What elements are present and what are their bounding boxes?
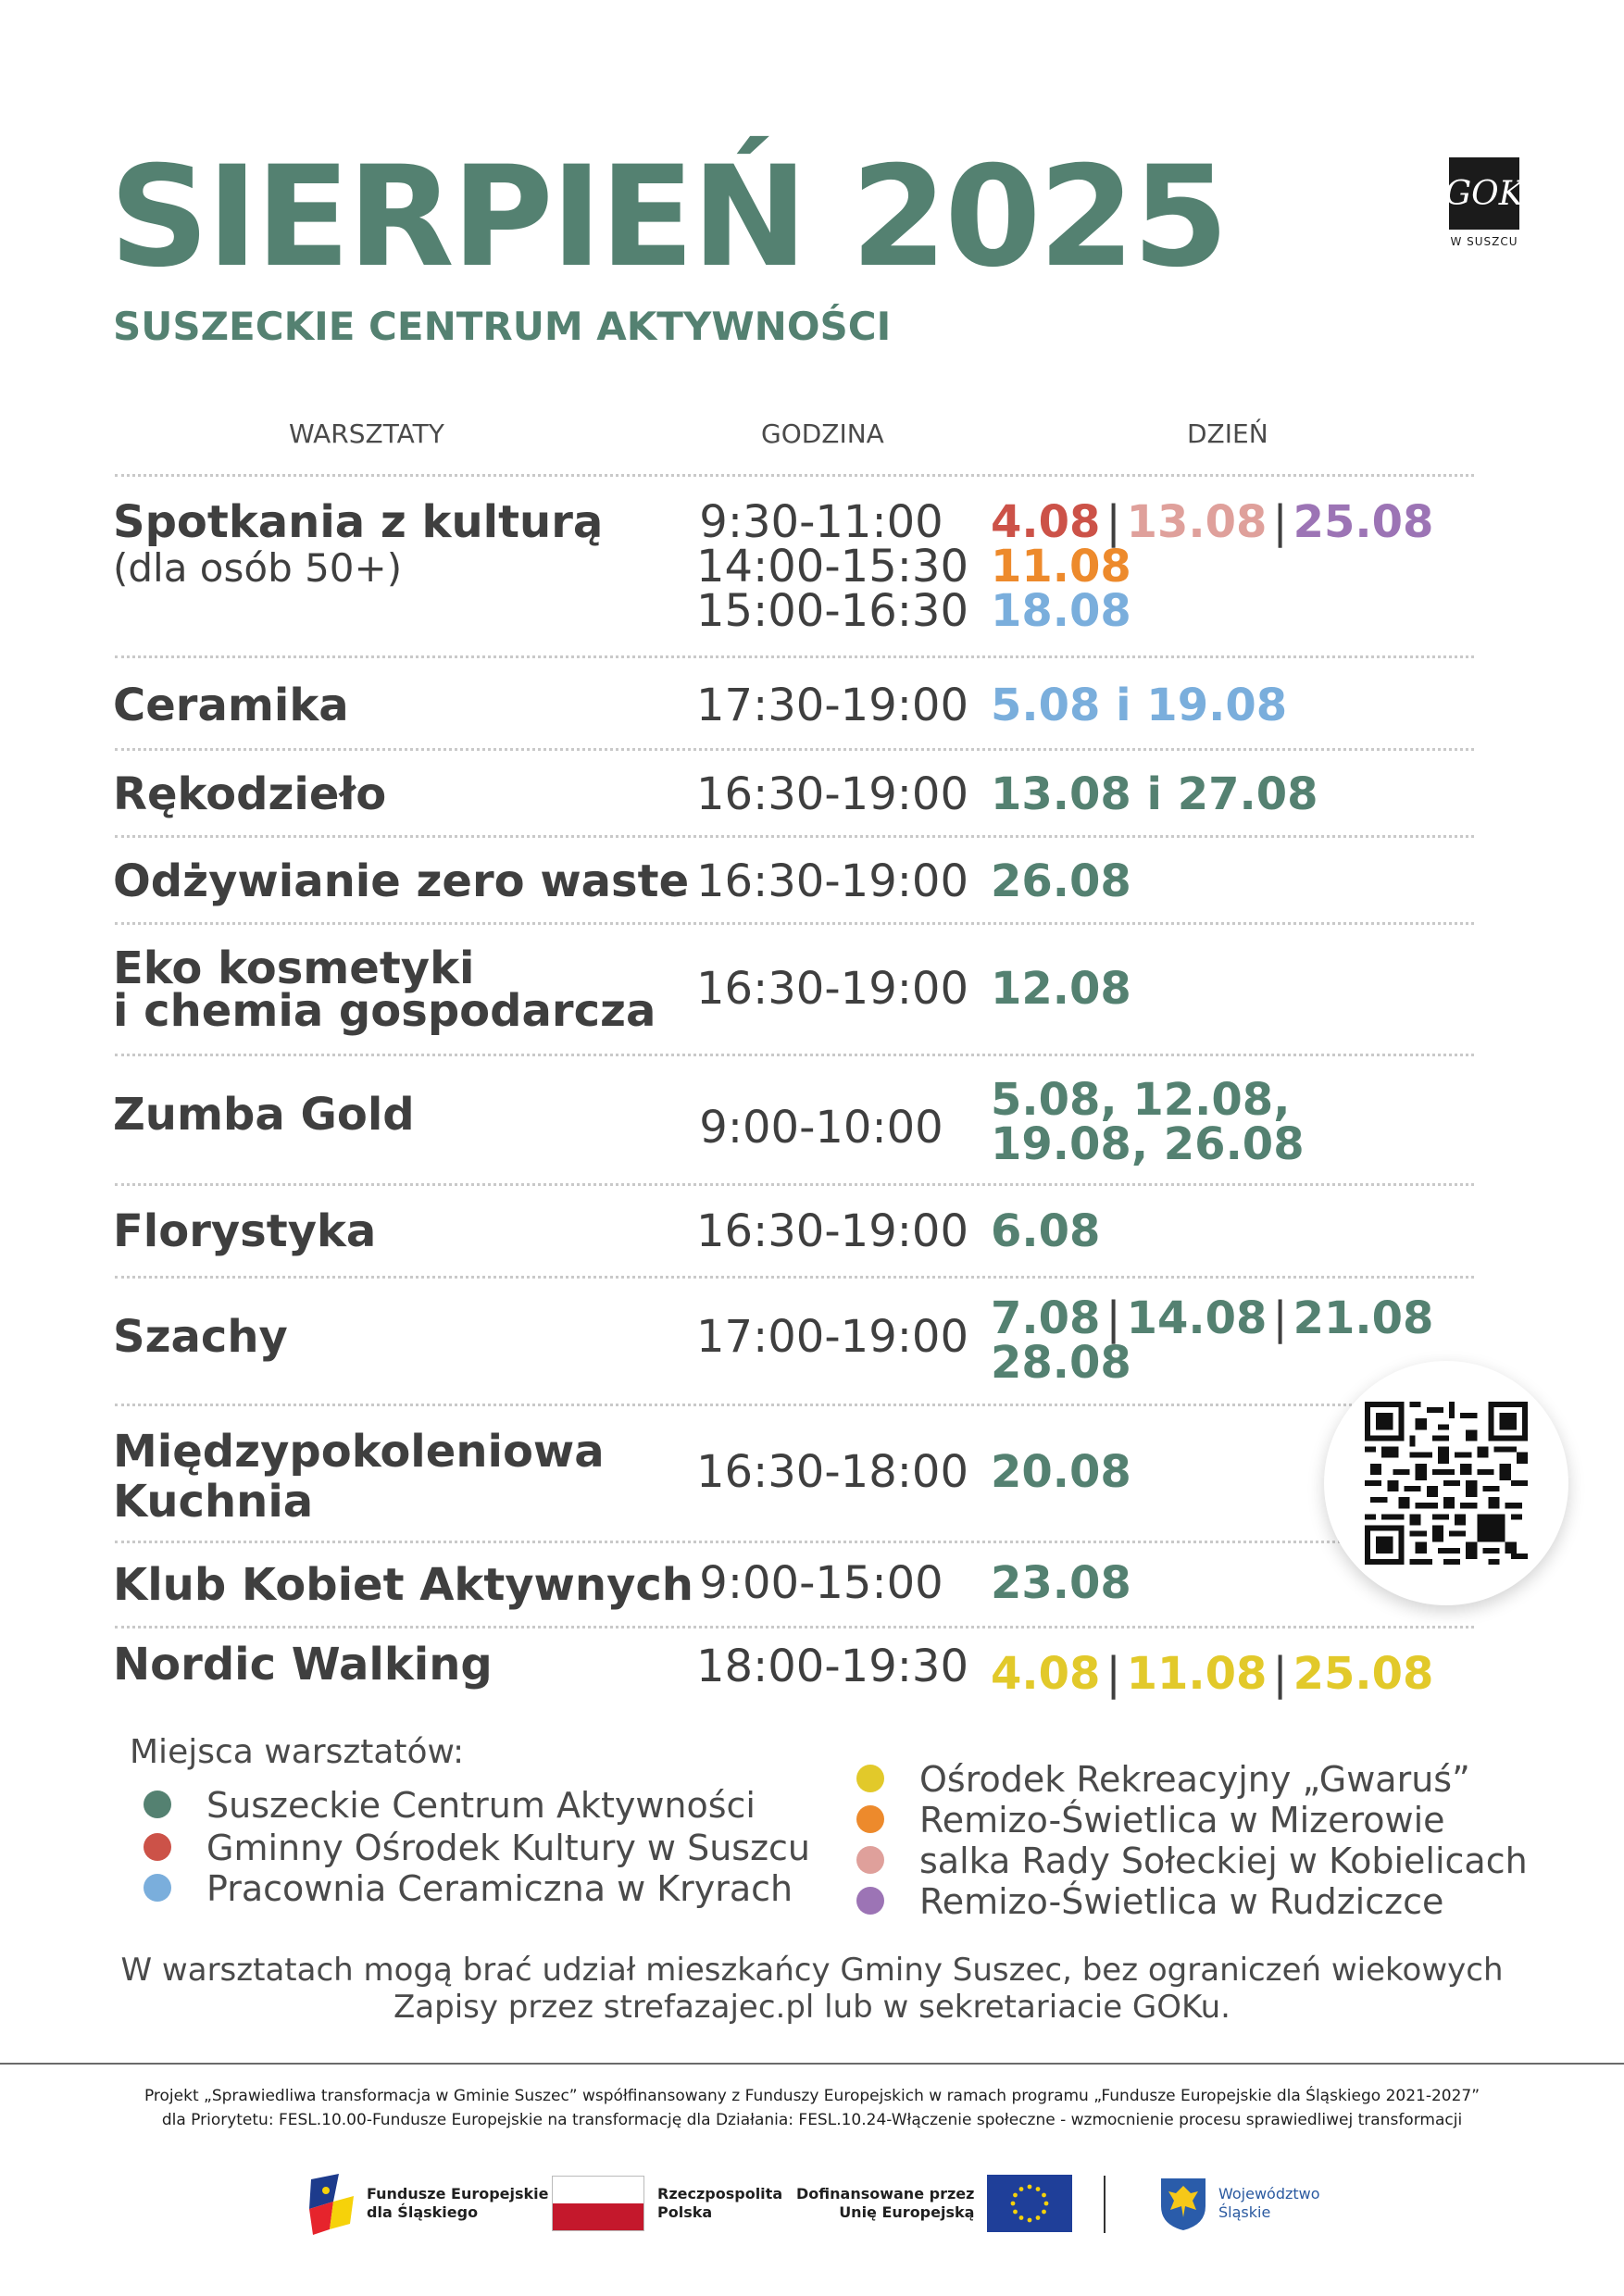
row-divider	[115, 655, 1474, 658]
row-divider	[115, 1541, 1474, 1543]
row-divider	[115, 1404, 1474, 1406]
workshop-time: 9:00-15:00	[699, 1557, 943, 1609]
legend-label: Pracownia Ceramiczna w Kryrach	[206, 1868, 793, 1909]
day-separator: |	[1106, 1292, 1121, 1344]
legend-item	[856, 1841, 1528, 1881]
workshop-time: 16:30-18:00	[696, 1446, 968, 1498]
footer-project-text: Projekt „Sprawiedliwa transformacja w Gminie Suszec” współfinansowany z Funduszy Europejskich w ramach programu „Fundusze Europejskie dla Śląskiego 2021-2027”	[144, 2087, 1480, 2105]
legend-item	[144, 1785, 756, 1826]
day-date: 21.08	[1293, 1292, 1434, 1344]
location-dot-icon	[144, 1874, 171, 1902]
rp-logo	[552, 2166, 782, 2240]
gok-logo-subtitle: W SUSZCU	[1450, 235, 1518, 248]
logo-caption: Śląskie	[1218, 2203, 1271, 2221]
coat-of-arms-icon	[1157, 2175, 1209, 2232]
location-dot-icon	[856, 1805, 884, 1833]
workshop-time: 14:00-15:30	[696, 541, 968, 593]
legend-item	[144, 1828, 810, 1868]
workshop-time: 16:30-19:00	[696, 1205, 968, 1257]
workshop-time: 16:30-19:00	[696, 768, 968, 820]
column-header-day: DZIEŃ	[1187, 418, 1268, 449]
workshop-days	[991, 1648, 1434, 1700]
participation-note: W warsztatach mogą brać udział mieszkańcy Gminy Suszec, bez ograniczeń wiekowych	[120, 1952, 1504, 1989]
workshop-days: 26.08	[991, 855, 1131, 907]
logo-caption: Rzeczpospolita	[657, 2185, 783, 2202]
legend-item	[856, 1881, 1443, 1922]
fe-slaskie-logo	[306, 2166, 549, 2240]
workshop-days: 19.08, 26.08	[991, 1118, 1305, 1170]
legend-item	[144, 1868, 793, 1909]
row-divider	[115, 1183, 1474, 1186]
workshop-days: 23.08	[991, 1557, 1131, 1609]
row-divider	[115, 1626, 1474, 1628]
day-date: 4.08	[991, 1648, 1101, 1700]
eu-logo	[796, 2166, 1072, 2240]
row-divider	[115, 1276, 1474, 1279]
legend-label: Suszeckie Centrum Aktywności	[206, 1785, 756, 1826]
location-dot-icon	[144, 1791, 171, 1818]
workshop-time: 16:30-19:00	[696, 963, 968, 1015]
workshop-days: 5.08 i 19.08	[991, 680, 1288, 731]
day-date: 25.08	[1293, 1648, 1434, 1700]
page-subtitle: SUSZECKIE CENTRUM AKTYWNOŚCI	[113, 304, 892, 349]
workshop-name: Kuchnia	[113, 1476, 314, 1528]
row-divider	[115, 1054, 1474, 1056]
workshop-note: (dla osób 50+)	[113, 545, 403, 591]
workshop-time: 17:00-19:00	[696, 1311, 968, 1363]
eu-flag-icon	[987, 2175, 1072, 2232]
polish-flag-icon	[552, 2176, 644, 2231]
workshop-days: 6.08	[991, 1205, 1101, 1257]
workshop-days: 20.08	[991, 1446, 1131, 1498]
day-date: 14.08	[1126, 1292, 1268, 1344]
workshop-time: 17:30-19:00	[696, 680, 968, 731]
workshop-name-text: Spotkania z kulturą	[113, 496, 604, 548]
column-header-workshops: WARSZTATY	[289, 418, 444, 449]
legend-title: Miejsca warsztatów:	[130, 1733, 465, 1771]
workshop-name	[113, 496, 604, 591]
workshop-name: Klub Kobiet Aktywnych	[113, 1559, 693, 1611]
workshop-days: 11.08	[991, 541, 1131, 593]
legend-label: salka Rady Sołeckiej w Kobielicach	[919, 1841, 1528, 1881]
qr-code[interactable]	[1324, 1361, 1568, 1605]
workshop-time: 16:30-19:00	[696, 855, 968, 907]
fe-flag-icon	[306, 2170, 357, 2237]
column-header-time: GODZINA	[761, 418, 884, 449]
workshop-name: Rękodzieło	[113, 768, 387, 820]
day-date: 13.08	[1126, 496, 1268, 548]
logo-caption: Polska	[657, 2203, 713, 2221]
gok-logo-mark: GOK	[1449, 157, 1519, 230]
day-separator: |	[1272, 1292, 1288, 1344]
day-date: 11.08	[1126, 1648, 1268, 1700]
workshop-days: 28.08	[991, 1337, 1131, 1389]
day-date: 4.08	[991, 496, 1101, 548]
day-separator: |	[1272, 496, 1288, 548]
workshop-days: 18.08	[991, 585, 1131, 637]
workshop-name: Zumba Gold	[113, 1089, 415, 1141]
location-dot-icon	[856, 1846, 884, 1874]
workshop-days: 12.08	[991, 963, 1131, 1015]
day-date: 25.08	[1293, 496, 1434, 548]
location-dot-icon	[144, 1833, 171, 1861]
qr-code-image	[1365, 1402, 1528, 1565]
day-separator: |	[1272, 1648, 1288, 1700]
workshop-name: i chemia gospodarcza	[113, 985, 656, 1037]
legend-label: Ośrodek Rekreacyjny „Gwaruś”	[919, 1759, 1470, 1800]
footer-divider	[0, 2063, 1624, 2065]
workshop-days	[991, 496, 1434, 548]
workshop-days	[991, 1292, 1434, 1344]
workshop-name: Eko kosmetyki	[113, 942, 475, 994]
workshop-name: Florystyka	[113, 1205, 377, 1257]
row-divider	[115, 835, 1474, 838]
footer-priority-text: dla Priorytetu: FESL.10.00-Fundusze Europejskie na transformację dla Działania: FESL.10.24-Włączenie społeczne - wzmocnienie procesu sprawiedliwej transformacji	[161, 2111, 1463, 2129]
page-title: SIERPIEŃ 2025	[109, 137, 1227, 298]
logo-caption: dla Śląskiego	[367, 2203, 479, 2221]
location-dot-icon	[856, 1765, 884, 1792]
day-separator: |	[1106, 1648, 1121, 1700]
location-dot-icon	[856, 1887, 884, 1915]
row-divider	[115, 474, 1474, 477]
registration-note: Zapisy przez strefazajec.pl lub w sekretariacie GOKu.	[394, 1989, 1230, 2026]
workshop-name: Międzypokoleniowa	[113, 1426, 605, 1478]
logo-caption: Województwo	[1218, 2185, 1320, 2202]
legend-label: Remizo-Świetlica w Mizerowie	[919, 1800, 1445, 1841]
gok-logo	[1446, 157, 1522, 250]
logo-caption: Fundusze Europejskie	[367, 2185, 549, 2202]
workshop-days: 5.08, 12.08,	[991, 1074, 1291, 1126]
legend-label: Remizo-Świetlica w Rudziczce	[919, 1881, 1444, 1922]
workshop-days: 13.08 i 27.08	[991, 768, 1318, 820]
legend-label: Gminny Ośrodek Kultury w Suszcu	[206, 1828, 811, 1868]
day-separator: |	[1106, 496, 1121, 548]
wojewodztwo-slaskie-logo	[1157, 2166, 1320, 2240]
logo-caption: Unię Europejską	[839, 2203, 975, 2221]
workshop-name: Szachy	[113, 1311, 288, 1363]
day-date: 7.08	[991, 1292, 1101, 1344]
workshop-time: 9:00-10:00	[699, 1102, 943, 1154]
workshop-name: Ceramika	[113, 680, 349, 731]
workshop-name: Nordic Walking	[113, 1639, 493, 1691]
workshop-time: 9:30-11:00	[699, 496, 943, 548]
row-divider	[115, 922, 1474, 925]
workshop-time: 15:00-16:30	[696, 585, 968, 637]
legend-item	[856, 1759, 1470, 1800]
legend-item	[856, 1800, 1445, 1841]
workshop-name: Odżywianie zero waste	[113, 855, 690, 907]
row-divider	[115, 748, 1474, 751]
workshop-time: 18:00-19:30	[696, 1641, 968, 1692]
logo-caption: Dofinansowane przez	[796, 2185, 975, 2202]
logo-divider	[1104, 2176, 1106, 2233]
